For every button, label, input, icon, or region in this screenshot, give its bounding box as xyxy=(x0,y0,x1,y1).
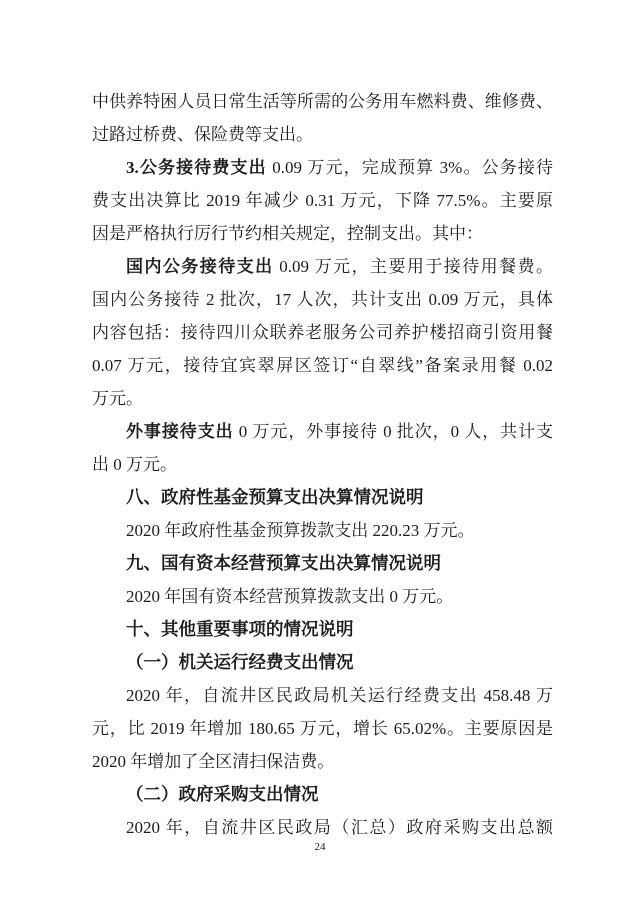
text-segment: 2020 年国有资本经营预算拨款支出 0 万元。 xyxy=(126,587,454,606)
text-line-10 xyxy=(92,382,553,415)
text-block xyxy=(92,85,553,844)
text-segment: 费支出决算比 2019 年减少 0.31 万元，下降 77.5%。主要原 xyxy=(92,191,553,210)
text-segment: 0.09 万元，完成预算 3%。公务接待 xyxy=(266,158,553,177)
text-segment: 过路过桥费、保险费等支出。 xyxy=(92,125,313,144)
text-segment: 八、政府性基金预算支出决算情况说明 xyxy=(126,487,424,507)
text-line-14 xyxy=(92,514,553,547)
text-segment: 2020 年政府性基金预算拨款支出 220.23 万元。 xyxy=(126,521,475,540)
text-segment: 3.公务接待费支出 xyxy=(126,158,267,177)
text-line-5 xyxy=(92,217,553,250)
text-line-11 xyxy=(92,415,553,448)
text-line-7 xyxy=(92,283,553,316)
text-line-13 xyxy=(92,481,553,514)
text-segment: 外事接待支出 xyxy=(126,422,234,441)
text-segment: 0.09 万元，主要用于接待用餐费。 xyxy=(273,257,553,276)
text-segment: 国内公务接待 2 批次，17 人次，共计支出 0.09 万元，具体 xyxy=(92,290,553,309)
text-segment: 内容包括：接待四川众联养老服务公司养护楼招商引资用餐 xyxy=(92,323,553,342)
text-segment: 元，比 2019 年增加 180.65 万元，增长 65.02%。主要原因是 xyxy=(92,719,553,738)
text-line-22 xyxy=(92,778,553,811)
text-segment: 2020 年，自流井区民政局（汇总）政府采购支出总额 xyxy=(126,818,553,837)
text-segment: 国内公务接待支出 xyxy=(126,257,274,276)
text-line-2 xyxy=(92,118,553,151)
text-segment: 万元。 xyxy=(92,389,143,408)
text-line-1 xyxy=(92,85,553,118)
text-line-8 xyxy=(92,316,553,349)
text-line-4 xyxy=(92,184,553,217)
text-segment: （一）机关运行经费支出情况 xyxy=(126,652,354,672)
text-line-20 xyxy=(92,712,553,745)
text-segment: 十、其他重要事项的情况说明 xyxy=(126,619,354,639)
text-line-19 xyxy=(92,679,553,712)
text-segment: 九、国有资本经营预算支出决算情况说明 xyxy=(126,553,441,573)
text-segment: 因是严格执行厉行节约相关规定，控制支出。其中： xyxy=(92,224,483,243)
text-segment: 0 万元，外事接待 0 批次，0 人，共计支 xyxy=(233,422,553,441)
text-line-12 xyxy=(92,448,553,481)
text-segment: 2020 年增加了全区清扫保洁费。 xyxy=(92,752,335,771)
text-segment: 中供养特困人员日常生活等所需的公务用车燃料费、维修费、 xyxy=(92,92,553,111)
text-segment: 0.07 万元，接待宜宾翠屏区签订“自翠线”备案录用餐 0.02 xyxy=(92,356,553,375)
text-line-9 xyxy=(92,349,553,382)
text-segment: 2020 年，自流井区民政局机关运行经费支出 458.48 万 xyxy=(126,686,553,705)
text-line-16 xyxy=(92,580,553,613)
text-line-6 xyxy=(92,250,553,283)
text-line-3 xyxy=(92,151,553,184)
text-segment: 出 0 万元。 xyxy=(92,455,177,474)
page-number: 24 xyxy=(314,841,326,853)
text-line-15 xyxy=(92,547,553,580)
text-segment: （二）政府采购支出情况 xyxy=(126,784,319,804)
text-line-17 xyxy=(92,613,553,646)
text-line-18 xyxy=(92,646,553,679)
text-line-21 xyxy=(92,745,553,778)
